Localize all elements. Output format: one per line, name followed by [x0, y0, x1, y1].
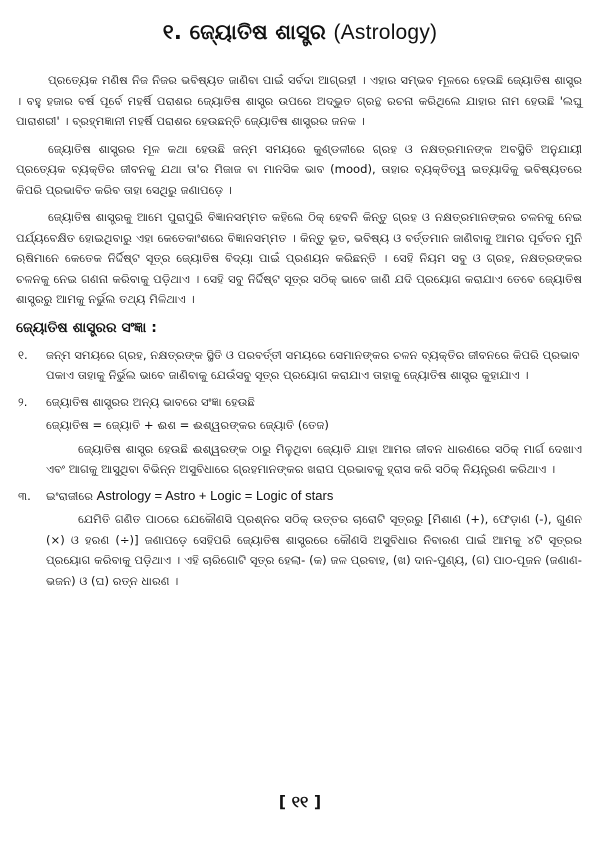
title-odia: ୧. ଜ୍ୟୋତିଷ ଶାସ୍ତ୍ର — [162, 20, 326, 44]
title-english: (Astrology) — [333, 21, 438, 44]
page-title — [0, 20, 600, 45]
item-detail: ଯେମିତି ଗଣିତ ପାଠରେ ଯେକୌଣସି ପ୍ରଶ୍ନର ସଠିକ୍ ଉତ୍ତର ଚାରୋଟି ସୂତ୍ରରୁ [ମିଶାଣ (+), ଫେଡ଼ାଣ (-), ଗୁଣନ (×) ଓ ହରଣ (÷)] ଜଣାପଡ଼େ ସେହିପରି ଜ୍ୟୋତିଷ ଶାସ୍ତ୍ରରେ କୌଣସି ଅସୁବିଧାର ନିବାରଣ ପାଇଁ ଆମକୁ ୪ଟି ସୂତ୍ରର ପ୍ରୟୋଗ କରିବାକୁ ପଡ଼ିଥାଏ । ଏହି ଚାରିଗୋଟି ସୂତ୍ର ହେଲା- (କ) ଜଳ ପ୍ରବାହ, (ଖ) ଦାନ-ପୁଣ୍ୟ, (ଗ) ପାଠ-ପୂଜନ (ଜଣାଣ-ଭଜନ) ଓ (ଘ) ରତ୍ନ ଧାରଣ । — [46, 512, 582, 588]
item-text-english: Astrology = Astro + Logic = Logic of stars — [96, 487, 334, 503]
page-number: [ ୧୧ ] — [278, 792, 322, 811]
item-text-odia: ଇଂରାଜୀରେ — [46, 488, 93, 503]
item-number: ୨. — [18, 394, 28, 409]
item-heading-line — [46, 486, 582, 507]
science-paragraph: ଜ୍ୟୋତିଷ ଶାସ୍ତ୍ରକୁ ଆମେ ପୁରାପୁରି ବିଜ୍ଞାନସମ୍ମତ କହିଲେ ଠିକ୍ ହେବନି କିନ୍ତୁ ଗ୍ରହ ଓ ନକ୍ଷତ୍ରମାନଙ୍କର ଚଳନକୁ ନେଇ ପର୍ଯ୍ୟବେକ୍ଷିତ ହୋଇଥିବାରୁ ଏହା କେତେକାଂଶରେ ବିଜ୍ଞାନସମ୍ମତ । କିନ୍ତୁ ଭୂତ, ଭବିଷ୍ୟ ଓ ବର୍ତ୍ତମାନ ଜାଣିବାକୁ ଆମର ପୂର୍ବତନ ମୁନି ଋଷିମାନେ କେତେକ ନିର୍ଦ୍ଦିଷ୍ଟ ସୂତ୍ର ଜ୍ୟୋତିଷ ବିଦ୍ୟା ପାଇଁ ପ୍ରଣୟନ କରିଛନ୍ତି । ସେହି ନିୟମ ସବୁ ଓ ଗ୍ରହ, ନକ୍ଷତ୍ରଙ୍କର ଚଳନକୁ ନେଇ ଗଣନା କରିବାକୁ ପଡ଼ିଥାଏ । ସେହି ସବୁ ନିର୍ଦ୍ଦିଷ୍ଟ ସୂତ୍ର ସଠିକ୍ ଭାବେ ଜାଣି ଯଦି ପ୍ରୟୋଗ କରାଯାଏ ତେବେ ଜ୍ୟୋତିଷ ଶାସ୍ତ୍ରରୁ ଆମକୁ ନର୍ଭୁଲ ତଥ୍ୟ ମିଳିଥାଏ । — [16, 210, 582, 306]
section-heading: ଜ୍ୟୋତିଷ ଶାସ୍ତ୍ରର ସଂଜ୍ଞା : — [16, 319, 157, 336]
body-text — [16, 70, 582, 597]
item-detail: ଜ୍ୟୋତିଷ ଶାସ୍ତ୍ର ହେଉଛି ଈଶ୍ୱରଙ୍କ ଠାରୁ ମିଳୁଥିବା ଜ୍ୟୋତି ଯାହା ଆମର ଜୀବନ ଧାରଣରେ ସଠିକ୍ ମାର୍ଗ ଦେଖାଏ ଏବଂ ଆଗକୁ ଆସୁଥିବା ବିଭିନ୍ନ ଅସୁବିଧାରେ ଗ୍ରହମାନଙ୍କର ଖରାପ ପ୍ରଭାବକୁ ହ୍ରାସ କରି ସଠିକ୍ ନିୟନ୍ତ୍ରଣ କରିଥାଏ । — [46, 441, 582, 476]
item-number: ୩. — [18, 488, 31, 503]
item-formula: ଜ୍ୟୋତିଷ = ଜ୍ୟୋତି + ଈଶ = ଈଶ୍ୱରଙ୍କର ଜ୍ୟୋତି (ତେଜ) — [46, 418, 329, 432]
item-text: ଜନ୍ମ ସମୟରେ ଗ୍ରହ, ନକ୍ଷତ୍ରଙ୍କ ସ୍ଥିତି ଓ ପରବର୍ତ୍ତୀ ସମୟରେ ସେମାନଙ୍କର ଚଳନ ବ୍ୟକ୍ତିର ଜୀବନରେ କିପରି ପ୍ରଭାବ ପକାଏ ତାହାକୁ ନିର୍ଭୁଲ ଭାବେ ଜାଣିବାକୁ ଯେଉଁସବୁ ସୂତ୍ର ପ୍ରୟୋଗ କରାଯାଏ ତାହାକୁ ଜ୍ୟୋତିଷ ଶାସ୍ତ୍ର କୁହାଯାଏ । — [46, 347, 580, 382]
item-number: ୧. — [18, 347, 28, 362]
definition-item-1 — [16, 345, 582, 386]
basis-paragraph: ଜ୍ୟୋତିଷ ଶାସ୍ତ୍ରର ମୂଳ କଥା ହେଉଛି ଜନ୍ମ ସମୟରେ କୁଣ୍ଡଳୀରେ ଗ୍ରହ ଓ ନକ୍ଷତ୍ରମାନଙ୍କ ଅବସ୍ଥିତି ଅନୁଯାୟୀ ପ୍ରତ୍ୟେକ ବ୍ୟକ୍ତିର ଜୀବନକୁ ଯଥା ତା'ର ମିଜାଜ ବା ମାନସିକ ଭାବ (mood), ତାହାର ବ୍ୟକ୍ତିତ୍ୱ ଇତ୍ୟାଦିକୁ ଭବିଷ୍ୟତରେ କିପରି ପ୍ରଭାବିତ କରିବ ତାହା ସେଥିରୁ ଜଣାପଡ଼େ । — [16, 141, 582, 197]
item-text: ଜ୍ୟୋତିଷ ଶାସ୍ତ୍ରର ଅନ୍ୟ ଭାବରେ ସଂଜ୍ଞା ହେଉଛି — [46, 394, 255, 409]
definition-item-2 — [16, 392, 582, 480]
definition-item-3 — [16, 486, 582, 592]
intro-paragraph: ପ୍ରତ୍ୟେକ ମଣିଷ ନିଜ ନିଜର ଭବିଷ୍ୟତ ଜାଣିବା ପାଇଁ ସର୍ବଦା ଆଗ୍ରହୀ । ଏହାର ସମ୍ଭବ ମୂଳରେ ହେଉଛି ଜ୍ୟୋତିଷ ଶାସ୍ତ୍ର । ବହୁ ହଜାର ବର୍ଷ ପୂର୍ବେ ମହର୍ଷି ପରାଶର ଜ୍ୟୋତିଷ ଶାସ୍ତ୍ର ଉପରେ ଅଦ୍ଭୁତ ଗ୍ରନ୍ଥ ରଚନା କରିଥିଲେ ଯାହାର ନାମ ହେଉଛି 'ଲଘୁ ପାରାଶରୀ' । ବ୍ରହ୍ମଜ୍ଞାନୀ ମହର୍ଷି ପରାଶର ହେଉଛନ୍ତି ଜ୍ୟୋତିଷ ଶାସ୍ତ୍ରର ଜନକ । — [16, 73, 582, 128]
